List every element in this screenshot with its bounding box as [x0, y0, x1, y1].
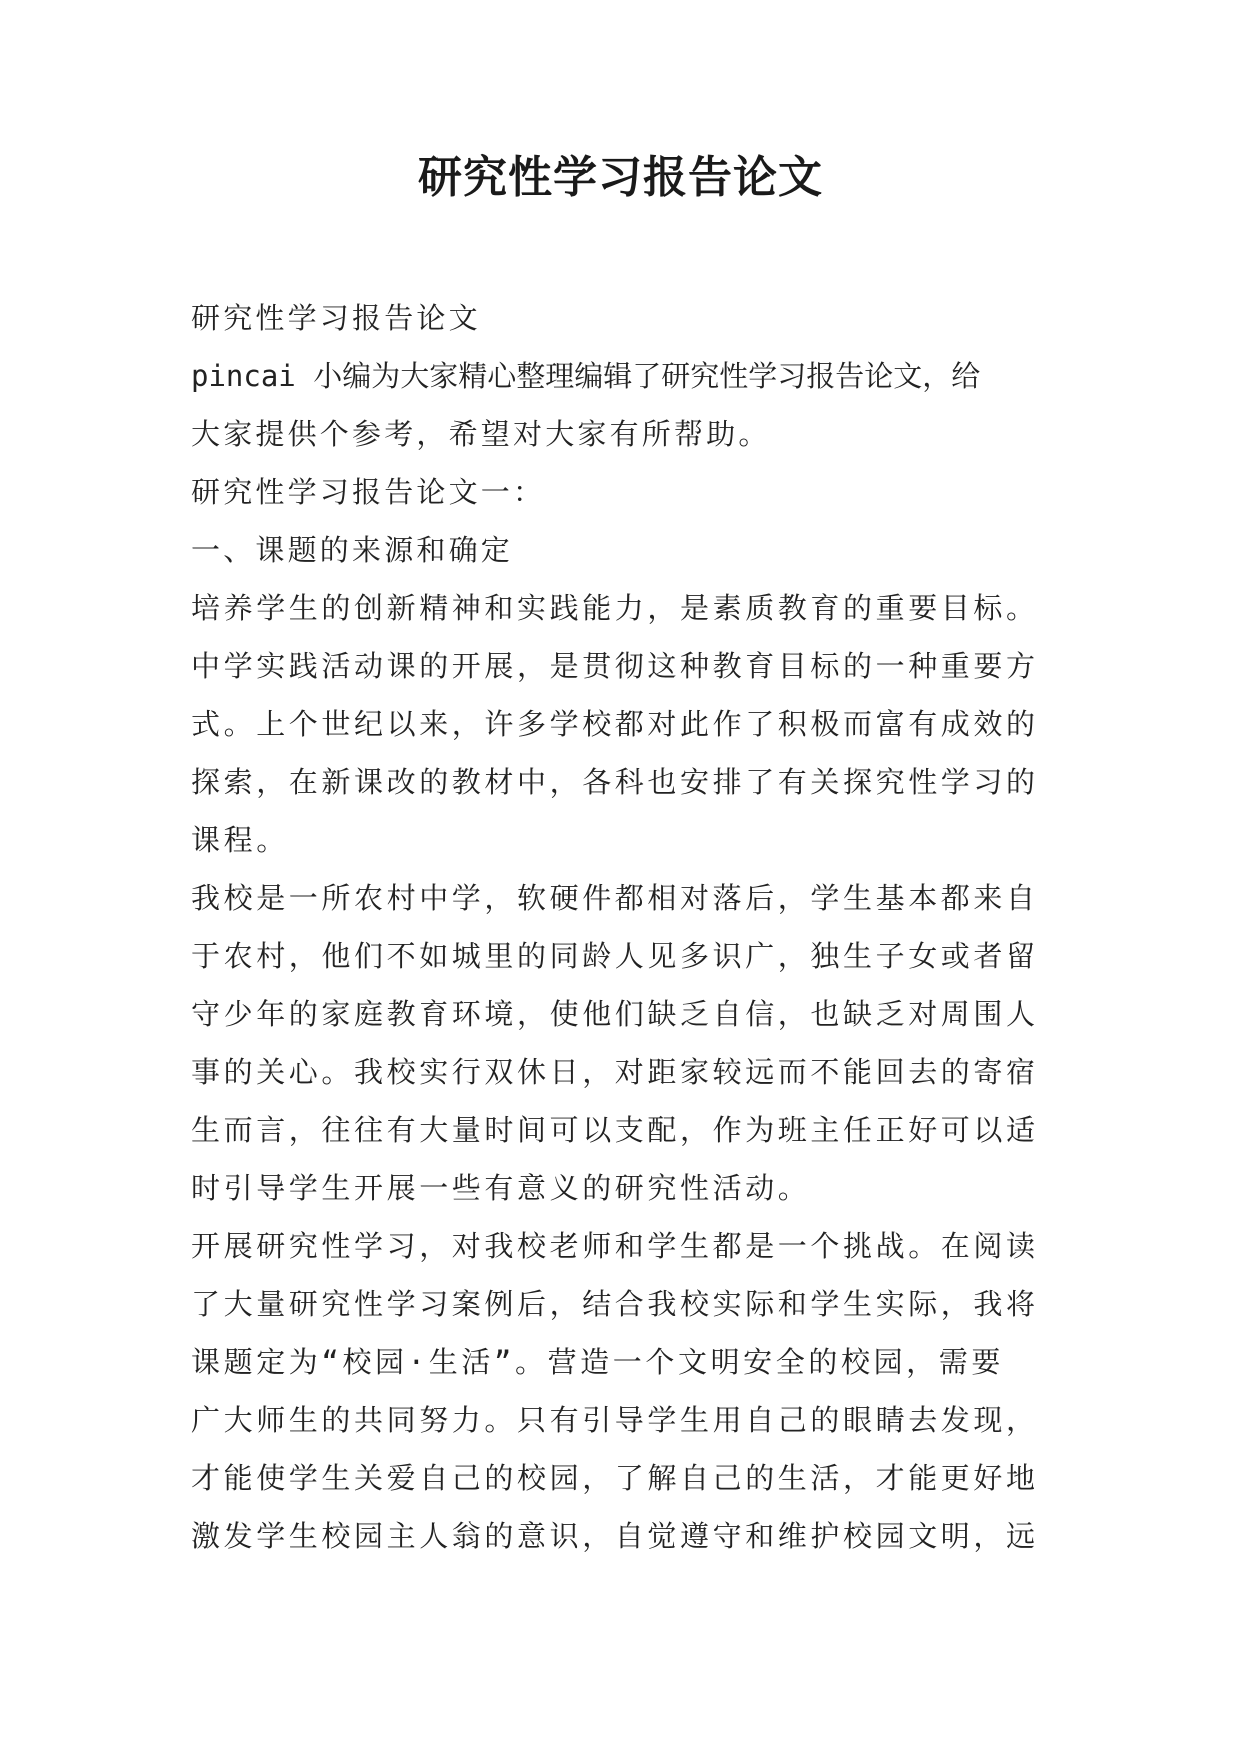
body-line: 生而言，往往有大量时间可以支配，作为班主任正好可以适 [191, 1113, 1039, 1147]
body-line: 研究性学习报告论文一： [191, 475, 546, 509]
body-line: 于农村，他们不如城里的同龄人见多识广，独生子女或者留 [191, 939, 1039, 973]
body-line: pincai 小编为大家精心整理编辑了研究性学习报告论文，给 [191, 359, 981, 393]
body-line: 中学实践活动课的开展，是贯彻这种教育目标的一种重要方 [191, 649, 1039, 683]
body-line: 时引导学生开展一些有意义的研究性活动。 [191, 1171, 811, 1205]
body-line: 一、课题的来源和确定 [191, 533, 514, 567]
body-line: 大家提供个参考，希望对大家有所帮助。 [191, 417, 771, 451]
body-line: 我校是一所农村中学，软硬件都相对落后，学生基本都来自 [191, 881, 1039, 915]
body-line: 式。上个世纪以来，许多学校都对此作了积极而富有成效的 [191, 707, 1039, 741]
body-line: 课题定为“校园·生活”。营造一个文明安全的校园，需要 [191, 1345, 1004, 1379]
body-line: 课程。 [191, 823, 289, 857]
body-line: 培养学生的创新精神和实践能力，是素质教育的重要目标。 [191, 591, 1039, 625]
body-line: 开展研究性学习，对我校老师和学生都是一个挑战。在阅读 [191, 1229, 1039, 1263]
document-body [191, 289, 1063, 1565]
body-line: 才能使学生关爱自己的校园，了解自己的生活，才能更好地 [191, 1461, 1039, 1495]
body-line: 研究性学习报告论文 [191, 301, 481, 335]
body-line: 探索，在新课改的教材中，各科也安排了有关探究性学习的 [191, 765, 1039, 799]
body-line: 广大师生的共同努力。只有引导学生用自己的眼睛去发现， [191, 1403, 1039, 1437]
body-line: 守少年的家庭教育环境，使他们缺乏自信，也缺乏对周围人 [191, 997, 1039, 1031]
body-line: 了大量研究性学习案例后，结合我校实际和学生实际，我将 [191, 1287, 1039, 1321]
body-line: 激发学生校园主人翁的意识，自觉遵守和维护校园文明，远 [191, 1519, 1039, 1553]
document-title: 研究性学习报告论文 [418, 152, 823, 203]
body-line: 事的关心。我校实行双休日，对距家较远而不能回去的寄宿 [191, 1055, 1039, 1089]
